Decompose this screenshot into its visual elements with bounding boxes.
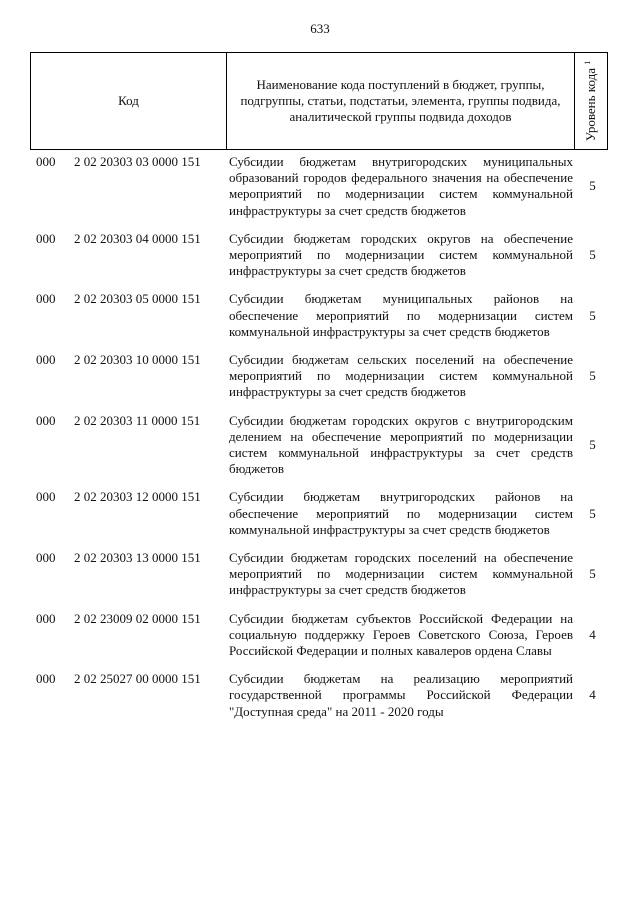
table-header <box>30 52 608 150</box>
table-row <box>30 154 608 219</box>
income-name: Субсидии бюджетам городских округов на обеспечение мероприятий по модернизации систем коммунальной инфраструктуры за счет средств бюджетов <box>229 230 573 279</box>
header-name: Наименование кода поступлений в бюджет, группы, подгруппы, статьи, подстатьи, элемента, группы подвида, аналитической группы подвида доходов <box>227 53 575 149</box>
income-code: 2 02 20303 03 0000 151 <box>74 154 201 169</box>
table-body <box>30 154 608 720</box>
income-code: 2 02 25027 00 0000 151 <box>74 671 201 687</box>
table-row <box>30 550 608 599</box>
table-row <box>30 611 608 660</box>
admin-code: 000 <box>36 671 56 687</box>
income-name: Субсидии бюджетам муниципальных районов на обеспечение мероприятий по модернизации систем коммунальной инфраструктуры за счет средств бюджетов <box>229 291 573 339</box>
footnote-marker: 1 <box>582 60 592 65</box>
table-row <box>30 352 608 401</box>
code-level: 4 <box>589 626 596 642</box>
income-code: 2 02 20303 12 0000 151 <box>74 489 201 505</box>
income-code: 2 02 20303 04 0000 151 <box>74 230 201 246</box>
admin-code: 000 <box>36 352 56 368</box>
income-code: 2 02 20303 05 0000 151 <box>74 291 201 307</box>
code-level: 5 <box>589 307 596 323</box>
income-code: 2 02 20303 10 0000 151 <box>74 352 201 368</box>
income-name: Субсидии бюджетам внутригородских муниципальных образований городов федерального значения на обеспечение мероприятий по модернизации систем коммунальной инфраструктуры за счет средств бюджетов <box>229 154 573 218</box>
page-number: 633 <box>310 21 330 36</box>
header-code: Код <box>31 53 227 149</box>
table-row <box>30 413 608 478</box>
admin-code: 000 <box>36 154 56 169</box>
code-level: 5 <box>589 368 596 384</box>
table-row <box>30 489 608 538</box>
income-name: Субсидии бюджетам внутригородских районов на обеспечение мероприятий по модернизации систем коммунальной инфраструктуры за счет средств бюджетов <box>229 489 573 537</box>
income-name: Субсидии бюджетам субъектов Российской Федерации на социальную поддержку Героев Советского Союза, Героев Российской Федерации и полных кавалеров ордена Славы <box>229 610 573 659</box>
admin-code: 000 <box>36 550 56 566</box>
code-level: 5 <box>589 566 596 582</box>
income-code: 2 02 20303 11 0000 151 <box>74 412 201 428</box>
income-name: Субсидии бюджетам городских округов с внутригородским делением на обеспечение мероприятий по модернизации систем коммунальной инфраструктуры за счет средств бюджетов <box>229 412 573 477</box>
header-level-label: Уровень кода $^1$ <box>582 60 599 142</box>
income-name: Субсидии бюджетам сельских поселений на обеспечение мероприятий по модернизации систем коммунальной инфраструктуры за счет средств бюджетов <box>229 352 573 400</box>
admin-code: 000 <box>36 489 56 505</box>
code-level: 5 <box>589 178 596 194</box>
income-code: 2 02 23009 02 0000 151 <box>74 610 201 626</box>
income-name: Субсидии бюджетам городских поселений на обеспечение мероприятий по модернизации систем коммунальной инфраструктуры за счет средств бюджетов <box>229 550 573 598</box>
admin-code: 000 <box>36 230 56 246</box>
table-row <box>30 291 608 340</box>
table-row <box>30 671 608 720</box>
admin-code: 000 <box>36 291 56 307</box>
code-level: 5 <box>589 436 596 452</box>
code-level: 4 <box>589 687 596 703</box>
code-level: 5 <box>589 247 596 263</box>
admin-code: 000 <box>36 412 56 428</box>
code-level: 5 <box>589 505 596 521</box>
income-code: 2 02 20303 13 0000 151 <box>74 550 201 566</box>
income-name: Субсидии бюджетам на реализацию мероприятий государственной программы Российской Федерации "Доступная среда" на 2011 - 2020 годы <box>229 671 573 719</box>
header-level <box>575 53 607 149</box>
table-row <box>30 231 608 280</box>
admin-code: 000 <box>36 610 56 626</box>
